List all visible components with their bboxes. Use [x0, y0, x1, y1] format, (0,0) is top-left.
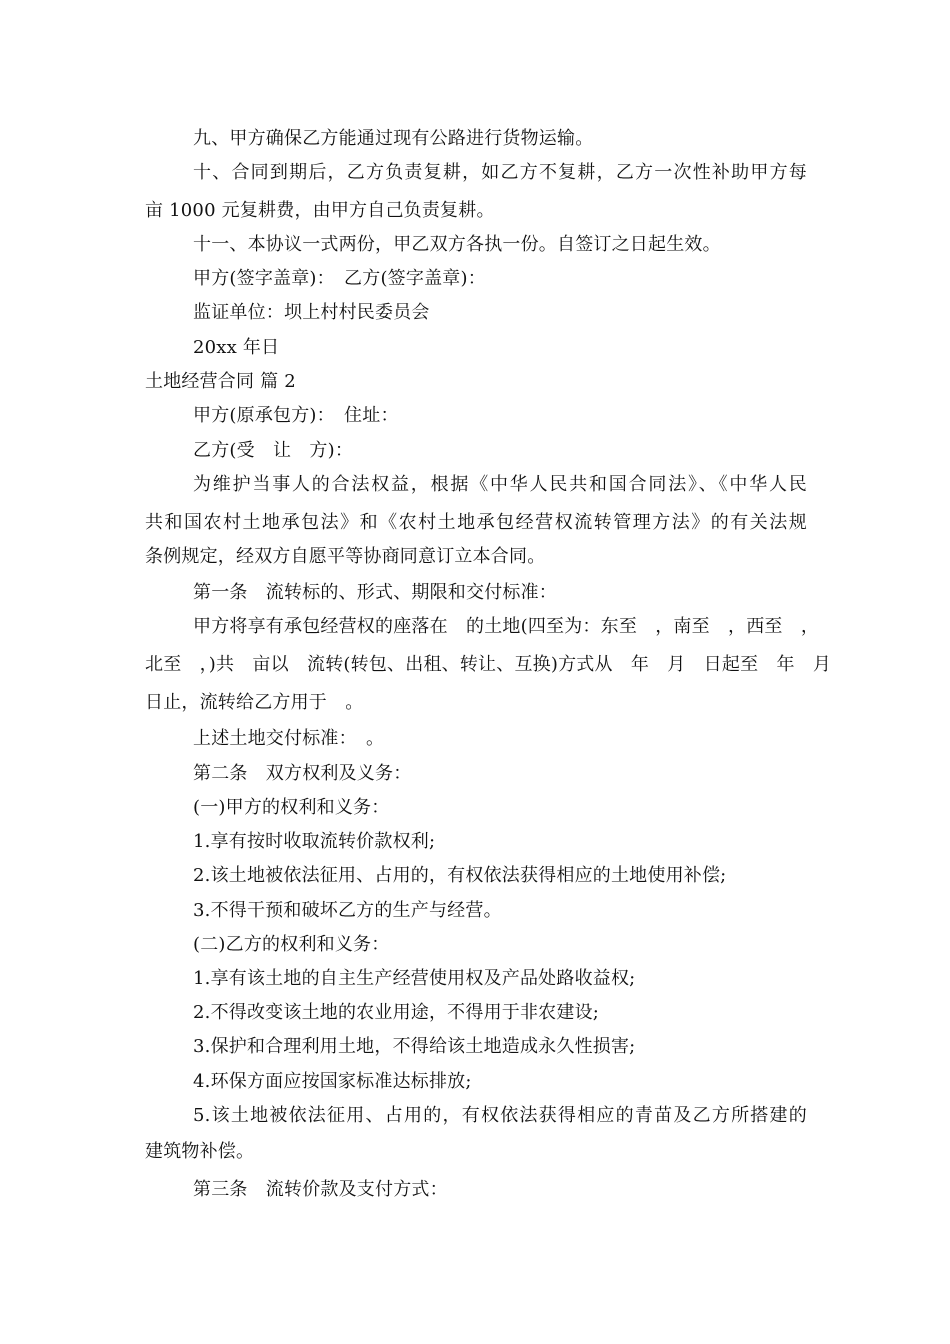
supervising-unit: 监证单位：坝上村村民委员会 — [193, 302, 430, 323]
article-1-heading: 第一条 流转标的、形式、期限和交付标准： — [193, 582, 557, 603]
article-2-heading: 第二条 双方权利及义务： — [193, 763, 412, 784]
delivery-standard: 上述土地交付标准： 。 — [193, 728, 385, 749]
party-b-item-3: 3.保护和合理利用土地，不得给该土地造成永久性损害; — [193, 1036, 636, 1057]
party-b-item-5-line-1: 5.该土地被依法征用、占用的，有权依法获得相应的青苗及乙方所搭建的 — [193, 1105, 807, 1126]
clause-9: 九、甲方确保乙方能通过现有公路进行货物运输。 — [193, 128, 594, 149]
clause-10-line-2: 亩 1000 元复耕费，由甲方自己负责复耕。 — [145, 200, 495, 221]
preamble-line-3: 条例规定，经双方自愿平等协商同意订立本合同。 — [145, 546, 546, 567]
clause-10-line-1: 十、合同到期后，乙方负责复耕，如乙方不复耕，乙方一次性补助甲方每 — [193, 162, 807, 183]
party-a-rights-heading: (一)甲方的权利和义务： — [193, 797, 390, 818]
party-a-item-1: 1.享有按时收取流转价款权利; — [193, 831, 436, 852]
party-b-item-5-line-2: 建筑物补偿。 — [145, 1141, 255, 1162]
party-b-rights-heading: (二)乙方的权利和义务： — [193, 934, 390, 955]
article-1-line-3: 日止，流转给乙方用于 。 — [145, 692, 364, 713]
section-title: 土地经营合同 篇 2 — [145, 371, 296, 392]
party-a-item-3: 3.不得干预和破坏乙方的生产与经营。 — [193, 900, 502, 921]
article-1-line-2: 北至 ，)共 亩以 流转(转包、出租、转让、互换)方式从 年 月 日起至 年 月 — [145, 654, 832, 675]
preamble-line-1: 为维护当事人的合法权益，根据《中华人民共和国合同法》、《中华人民 — [193, 474, 807, 495]
party-signatures: 甲方(签字盖章)： 乙方(签字盖章)： — [193, 268, 486, 289]
party-a-line: 甲方(原承包方)： 住址： — [193, 405, 399, 426]
party-b-item-2: 2.不得改变该土地的农业用途，不得用于非农建设; — [193, 1002, 600, 1023]
article-1-line-1: 甲方将享有承包经营权的座落在 的土地(四至为：东至 ，南至 ，西至 ， — [193, 616, 820, 637]
party-a-item-2: 2.该土地被依法征用、占用的，有权依法获得相应的土地使用补偿; — [193, 865, 727, 886]
party-b-item-4: 4.环保方面应按国家标准达标排放; — [193, 1071, 472, 1092]
article-3-heading: 第三条 流转价款及支付方式： — [193, 1179, 448, 1200]
date-line: 20xx 年日 — [193, 337, 280, 358]
party-b-line: 乙方(受 让 方)： — [193, 440, 354, 461]
clause-11: 十一、本协议一式两份，甲乙双方各执一份。自签订之日起生效。 — [193, 234, 721, 255]
preamble-line-2: 共和国农村土地承包法》和《农村土地承包经营权流转管理方法》的有关法规 — [145, 512, 807, 533]
party-b-item-1: 1.享有该土地的自主生产经营使用权及产品处路收益权; — [193, 968, 636, 989]
